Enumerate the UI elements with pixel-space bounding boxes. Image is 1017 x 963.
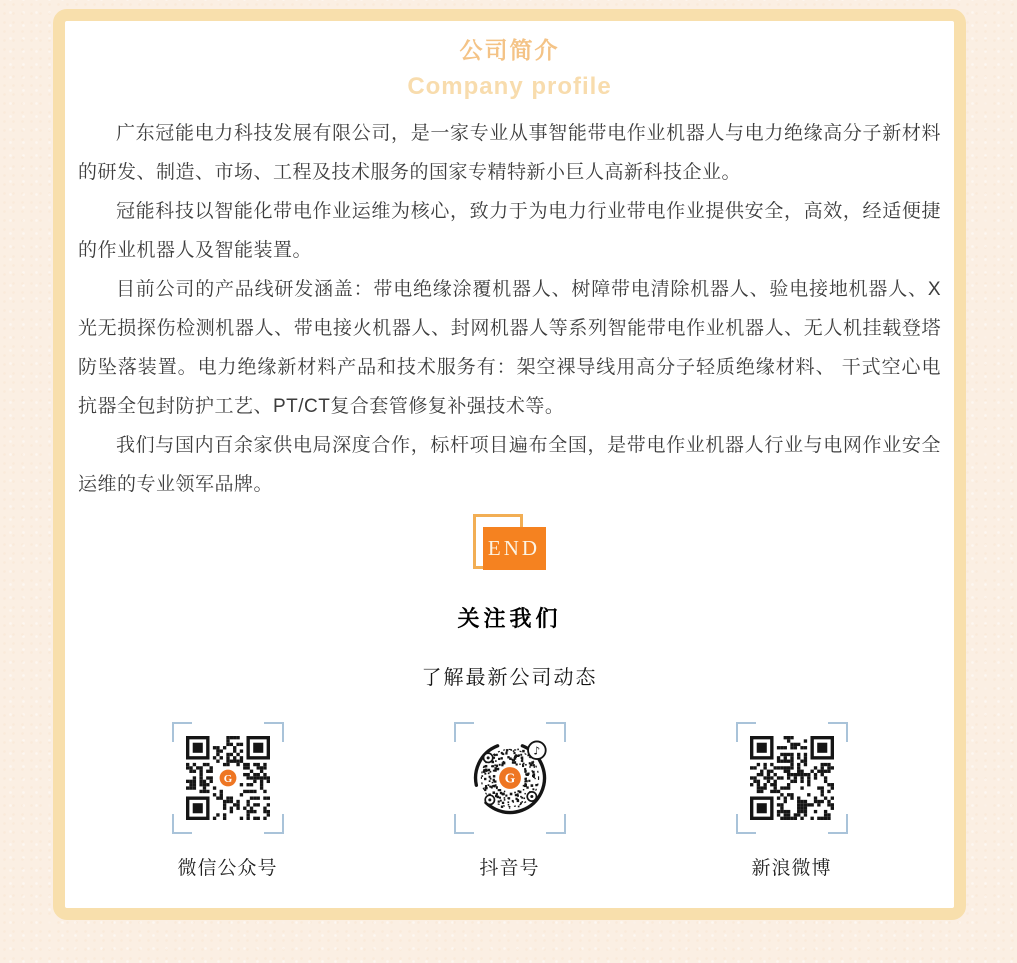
end-badge <box>473 514 547 572</box>
qr-caption-wechat: 微信公众号 <box>177 858 278 879</box>
follow-us-heading: 关注我们 <box>457 606 562 631</box>
profile-paragraph-4: 我们与国内百余家供电局深度合作，标杆项目遍布全国，是带电作业机器人行业与电网作业安全运维的专业领军品牌。 <box>78 435 941 495</box>
qr-frame-wechat <box>172 722 284 834</box>
profile-paragraph-1: 广东冠能电力科技发展有限公司，是一家专业从事智能带电作业机器人与电力绝缘高分子新材料的研发、制造、市场、工程及技术服务的国家专精特新小巨人高新科技企业。 <box>78 123 941 183</box>
company-profile-text <box>78 114 941 504</box>
svg-text:♪: ♪ <box>532 744 540 758</box>
page-subtitle: Company profile <box>407 73 612 100</box>
page-title: 公司简介 <box>459 37 560 63</box>
article-card <box>53 9 966 920</box>
douyin-qr-code-icon <box>468 736 552 820</box>
qr-item-douyin <box>454 722 566 880</box>
svg-text:G: G <box>223 772 232 785</box>
follow-us-subheading: 了解最新公司动态 <box>421 667 598 689</box>
qr-frame-weibo <box>736 722 848 834</box>
profile-paragraph-3: 目前公司的产品线研发涵盖：带电绝缘涂覆机器人、树障带电清除机器人、验电接地机器人、X光无损探伤检测机器人、带电接火机器人、封网机器人等系列智能带电作业机器人、无人机挂载登塔防坠落装置。电力绝缘新材料产品和技术服务有：架空裸导线用高分子轻质绝缘材料、 干式空心电抗器全包封防护工艺、PT/CT复合套管修复补强技术等。 <box>78 279 941 417</box>
end-badge-label: END <box>483 527 546 570</box>
profile-paragraph-2: 冠能科技以智能化带电作业运维为核心，致力于为电力行业带电作业提供安全，高效，经适便捷的作业机器人及智能装置。 <box>78 201 941 261</box>
wechat-qr-code-icon <box>186 736 270 820</box>
qr-item-weibo <box>736 722 848 880</box>
qr-caption-weibo: 新浪微博 <box>751 858 832 879</box>
svg-text:G: G <box>504 770 515 786</box>
weibo-qr-code-icon <box>750 736 834 820</box>
qr-caption-douyin: 抖音号 <box>479 858 540 879</box>
qr-code-row <box>65 722 954 880</box>
qr-item-wechat <box>172 722 284 880</box>
qr-frame-douyin <box>454 722 566 834</box>
